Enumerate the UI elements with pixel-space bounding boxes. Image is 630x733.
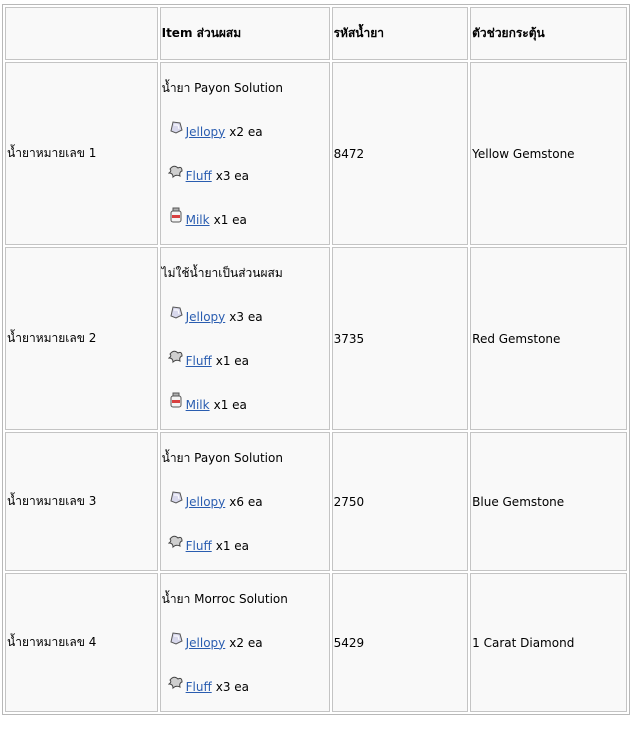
ingredient-qty: x3 ea	[229, 309, 263, 324]
base-solution-text: น้ำยา Morroc Solution	[161, 591, 288, 606]
catalyst-cell: Blue Gemstone	[470, 432, 627, 571]
fluff-icon	[168, 348, 184, 364]
catalyst-cell: Red Gemstone	[470, 247, 627, 430]
fluff-link[interactable]: Fluff	[185, 168, 212, 183]
catalyst-cell: Yellow Gemstone	[470, 62, 627, 245]
jellopy-link[interactable]: Jellopy	[185, 309, 226, 324]
potion-recipe-table	[2, 4, 630, 715]
ingredient-qty: x2 ea	[229, 124, 263, 139]
fluff-link[interactable]: Fluff	[185, 353, 212, 368]
jellopy-link[interactable]: Jellopy	[185, 635, 226, 650]
potion-code-cell: 3735	[332, 247, 469, 430]
table-row	[5, 432, 627, 571]
ingredients-cell	[160, 573, 330, 712]
ingredient-item	[162, 350, 328, 372]
ingredient-item	[162, 394, 328, 416]
base-solution-text: น้ำยา Payon Solution	[161, 80, 283, 95]
header-cell-ingredients: Item ส่วนผสม	[160, 7, 330, 60]
table-row	[5, 62, 627, 245]
ingredient-qty: x3 ea	[215, 168, 250, 183]
fluff-icon	[168, 674, 184, 690]
ingredient-item	[162, 535, 328, 557]
ingredient-qty: x1 ea	[215, 353, 250, 368]
ingredient-qty: x1 ea	[213, 397, 247, 412]
ingredients-cell	[160, 247, 330, 430]
table-row	[5, 247, 627, 430]
catalyst-cell: 1 Carat Diamond	[470, 573, 627, 712]
ingredient-item	[162, 165, 328, 187]
ingredient-qty: x6 ea	[229, 494, 263, 509]
ingredient-item	[162, 632, 328, 654]
fluff-icon	[168, 163, 184, 179]
fluff-icon	[168, 533, 184, 549]
fluff-link[interactable]: Fluff	[185, 538, 212, 553]
potion-name-cell: น้ำยาหมายเลข 1	[5, 62, 158, 245]
jellopy-icon	[168, 489, 184, 505]
ingredient-item	[162, 209, 328, 231]
milk-link[interactable]: Milk	[185, 397, 210, 412]
jellopy-link[interactable]: Jellopy	[185, 494, 226, 509]
table-header-row	[5, 7, 627, 60]
header-cell-catalyst: ตัวช่วยกระตุ้น	[470, 7, 627, 60]
milk-icon	[168, 207, 184, 223]
jellopy-link[interactable]: Jellopy	[185, 124, 226, 139]
milk-link[interactable]: Milk	[185, 212, 210, 227]
milk-icon	[168, 392, 184, 408]
base-solution-text: น้ำยา Payon Solution	[161, 450, 283, 465]
ingredients-cell	[160, 432, 330, 571]
ingredient-qty: x3 ea	[215, 679, 250, 694]
potion-name-cell: น้ำยาหมายเลข 2	[5, 247, 158, 430]
ingredient-item	[162, 491, 328, 513]
potion-name-cell: น้ำยาหมายเลข 3	[5, 432, 158, 571]
base-solution-text: ไม่ใช้น้ำยาเป็นส่วนผสม	[161, 265, 283, 280]
table-row	[5, 573, 627, 712]
header-cell-potion-code: รหัสน้ำยา	[332, 7, 469, 60]
fluff-link[interactable]: Fluff	[185, 679, 212, 694]
potion-code-cell: 8472	[332, 62, 469, 245]
ingredient-qty: x2 ea	[229, 635, 263, 650]
potion-name-cell: น้ำยาหมายเลข 4	[5, 573, 158, 712]
ingredient-qty: x1 ea	[213, 212, 247, 227]
header-cell-empty	[5, 7, 158, 60]
potion-code-cell: 2750	[332, 432, 469, 571]
ingredient-item	[162, 121, 328, 143]
potion-code-cell: 5429	[332, 573, 469, 712]
ingredients-cell	[160, 62, 330, 245]
jellopy-icon	[168, 119, 184, 135]
ingredient-qty: x1 ea	[215, 538, 250, 553]
ingredient-item	[162, 306, 328, 328]
ingredient-item	[162, 676, 328, 698]
jellopy-icon	[168, 630, 184, 646]
jellopy-icon	[168, 304, 184, 320]
